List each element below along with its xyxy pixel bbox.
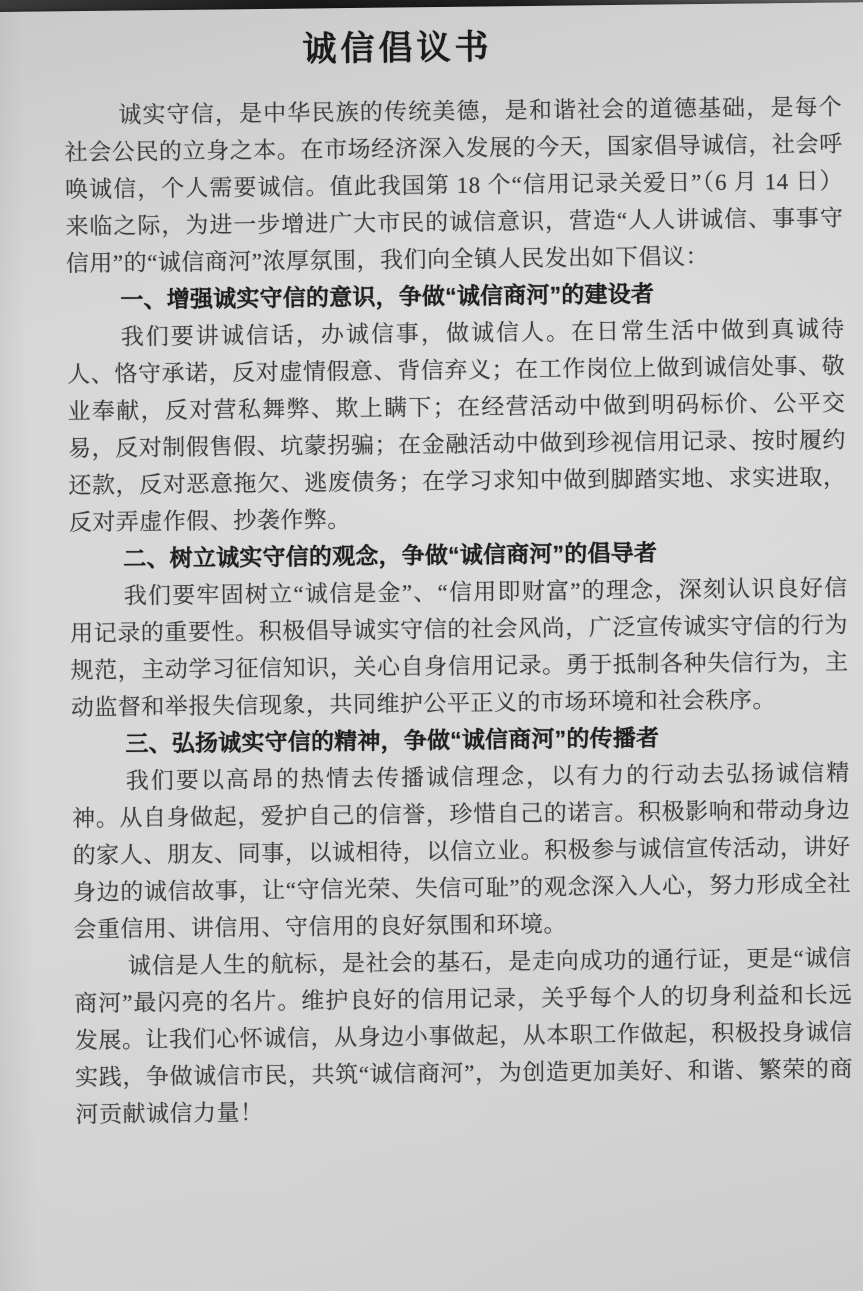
section-1-paragraph: 我们要讲诚信话，办诚信事，做诚信人。在日常生活中做到真诚待人、恪守承诺，反对虚情假意、背信弃义；在工作岗位上做到诚信处事、敬业奉献，反对营私舞弊、欺上瞒下；在经营活动中做到明码标价、公平交易，反对制假售假、坑蒙拐骗；在金融活动中做到珍视信用记录、按时履约还款，反对恶意拖欠、逃废债务；在学习求知中做到脚踏实地、求实进取，反对弄虚作假、抄袭作弊。 — [67, 316, 847, 536]
section-3-paragraph: 我们要以高昂的热情去传播诚信理念，以有力的行动去弘扬诚信精神。从自身做起，爱护自己的信誉，珍惜自己的诺言。积极影响和带动身边的家人、朋友、同事，以诚相待，以信立业。积极参与诚信宣传活动，讲好身边的诚信故事，让“守信光荣、失信可耻”的观念深入人心，努力形成全社会重信用、讲信用、守信用的良好氛围和环境。 — [72, 760, 852, 943]
intro-paragraph: 诚实守信，是中华民族的传统美德，是和谐社会的道德基础，是每个社会公民的立身之本。在市场经济深入发展的今天，国家倡导诚信，社会呼唤诚信，个人需要诚信。值此我国第 18 个“信用记录关爱日”（6 月 14 日）来临之际，为进一步增进广大市民的诚信意识，营造“人人讲诚信、事事守信用”的“诚信商河”浓厚氛围，我们向全镇人民发出如下倡议： — [64, 94, 844, 277]
document-paper — [0, 2, 863, 1291]
document-title: 诚信倡议书 — [302, 29, 493, 69]
document-content — [0, 2, 863, 1134]
section-1-heading: 一、增强诚实守信的意识，争做“诚信商河”的建设者 — [120, 280, 655, 313]
section-2-paragraph: 我们要牢固树立“诚信是金”、“信用即财富”的理念，深刻认识良好信用记录的重要性。积极倡导诚实守信的社会风尚，广泛宣传诚实守信的行为规范，主动学习征信知识，关心自身信用记录。勇于抵制各种失信行为，主动监督和举报失信现象，共同维护公平正义的市场环境和社会秩序。 — [69, 575, 849, 721]
section-3-heading: 三、弘扬诚实守信的精神，争做“诚信商河”的传播者 — [125, 724, 660, 757]
section-2-heading: 二、树立诚实守信的观念，争做“诚信商河”的倡导者 — [123, 539, 658, 572]
closing-paragraph: 诚信是人生的航标，是社会的基石，是走向成功的通行证，更是“诚信商河”最闪亮的名片。维护良好的信用记录，关乎每个人的切身利益和长远发展。让我们心怀诚信，从身边小事做起，从本职工作做起，积极投身诚信实践，争做诚信市民，共筑“诚信商河”，为创造更加美好、和谐、繁荣的商河贡献诚信力量！ — [74, 945, 854, 1128]
